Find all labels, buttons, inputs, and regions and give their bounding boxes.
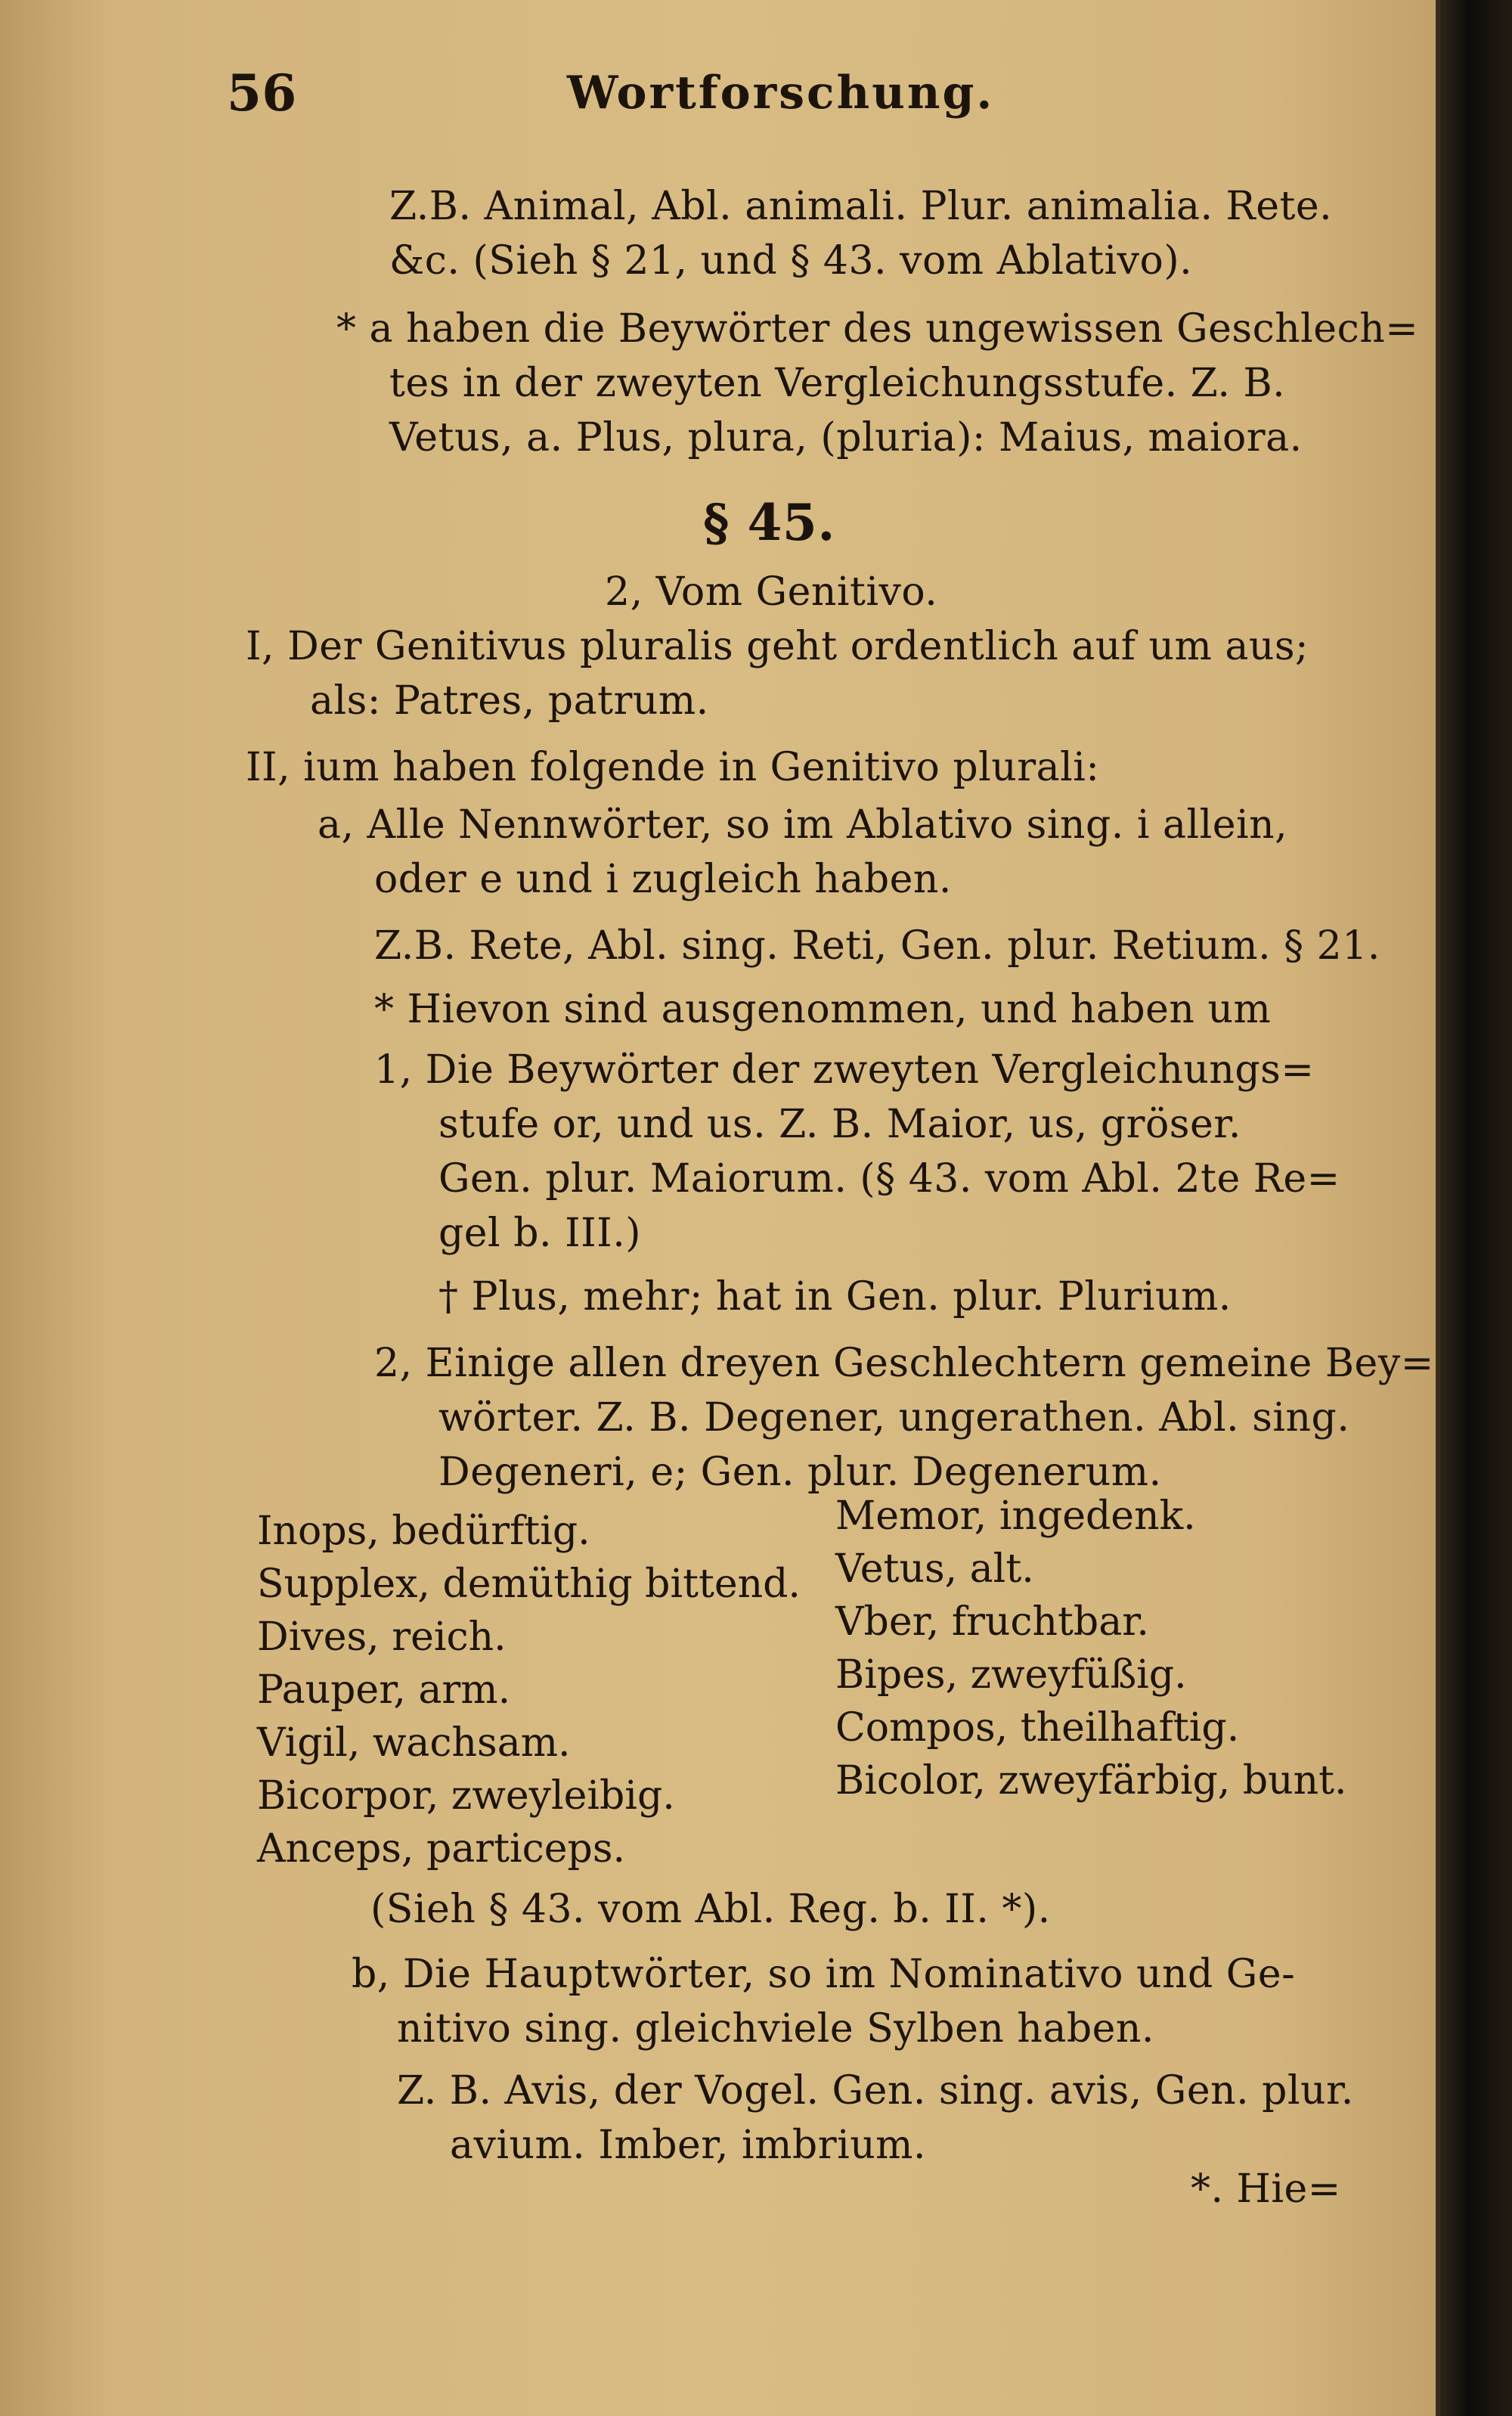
running-title: Wortforschung. (567, 67, 995, 119)
text-line: wörter. Z. B. Degener, ungerathen. Abl. sing. (438, 1395, 1350, 1441)
text-line: oder e und i zugleich haben. (374, 857, 952, 902)
text-line: b, Die Hauptwörter, so im Nominativo und Ge- (352, 1952, 1296, 1997)
section-heading: § 45. (703, 493, 835, 552)
text-line: Z.B. Animal, Abl. animali. Plur. animalia. Rete. (389, 184, 1333, 229)
word-entry: Memor, ingedenk. (835, 1493, 1196, 1539)
text-line: tes in der zweyten Vergleichungsstufe. Z. B. (389, 361, 1286, 406)
word-entry: Bipes, zweyfüßig. (835, 1652, 1187, 1698)
text-line: &c. (Sieh § 21, und § 43. vom Ablativo). (389, 238, 1193, 284)
word-entry: Inops, bedürftig. (257, 1509, 590, 1554)
text-line: Z.B. Rete, Abl. sing. Reti, Gen. plur. Retium. § 21. (374, 923, 1380, 969)
text-line: I, Der Genitivus pluralis geht ordentlich auf um aus; (246, 624, 1309, 669)
text-line: * a haben die Beywörter des ungewissen Geschlech= (336, 306, 1419, 352)
word-entry: Vetus, alt. (835, 1546, 1034, 1592)
catchword: *. Hie= (1191, 2166, 1341, 2212)
subsection-heading: 2, Vom Genitivo. (605, 569, 938, 615)
word-entry: Bicolor, zweyfärbig, bunt. (835, 1758, 1347, 1803)
book-edge (1440, 0, 1512, 2416)
word-entry: Anceps, particeps. (257, 1826, 626, 1872)
text-line: a, Alle Nennwörter, so im Ablativo sing. i allein, (318, 802, 1288, 848)
text-line: * Hievon sind ausgenommen, und haben um (374, 987, 1272, 1032)
text-line: II, ium haben folgende in Genitivo plurali: (246, 745, 1100, 790)
text-line: 1, Die Beywörter der zweyten Vergleichungs= (374, 1047, 1315, 1093)
text-line: stufe or, und us. Z. B. Maior, us, gröser. (438, 1102, 1241, 1147)
text-line: als: Patres, patrum. (310, 678, 709, 724)
text-line: 2, Einige allen dreyen Geschlechtern gemeine Bey= (374, 1341, 1434, 1386)
page-number: 56 (227, 64, 297, 123)
word-entry: Pauper, arm. (257, 1667, 511, 1713)
text-line: gel b. III.) (438, 1211, 642, 1256)
text-line: Gen. plur. Maiorum. (§ 43. vom Abl. 2te Re= (438, 1156, 1340, 1202)
word-list-right (835, 1490, 1347, 1807)
word-entry: Compos, theilhaftig. (835, 1705, 1240, 1751)
word-entry: Bicorpor, zweyleibig. (257, 1773, 675, 1819)
text-line: † Plus, mehr; hat in Gen. plur. Plurium. (438, 1274, 1232, 1320)
word-entry: Dives, reich. (257, 1614, 507, 1660)
text-line: Degeneri, e; Gen. plur. Degenerum. (438, 1450, 1162, 1495)
text-line: (Sieh § 43. vom Abl. Reg. b. II. *). (370, 1887, 1051, 1932)
text-line: Vetus, a. Plus, plura, (pluria): Maius, maiora. (389, 415, 1303, 461)
text-line: avium. Imber, imbrium. (450, 2123, 927, 2168)
word-list-left (257, 1505, 801, 1875)
word-entry: Supplex, demüthig bittend. (257, 1562, 801, 1607)
text-line: nitivo sing. gleichviele Sylben haben. (397, 2006, 1154, 2052)
text-line: Z. B. Avis, der Vogel. Gen. sing. avis, Gen. plur. (397, 2068, 1354, 2114)
word-entry: Vber, fruchtbar. (835, 1599, 1149, 1645)
word-entry: Vigil, wachsam. (257, 1720, 571, 1766)
